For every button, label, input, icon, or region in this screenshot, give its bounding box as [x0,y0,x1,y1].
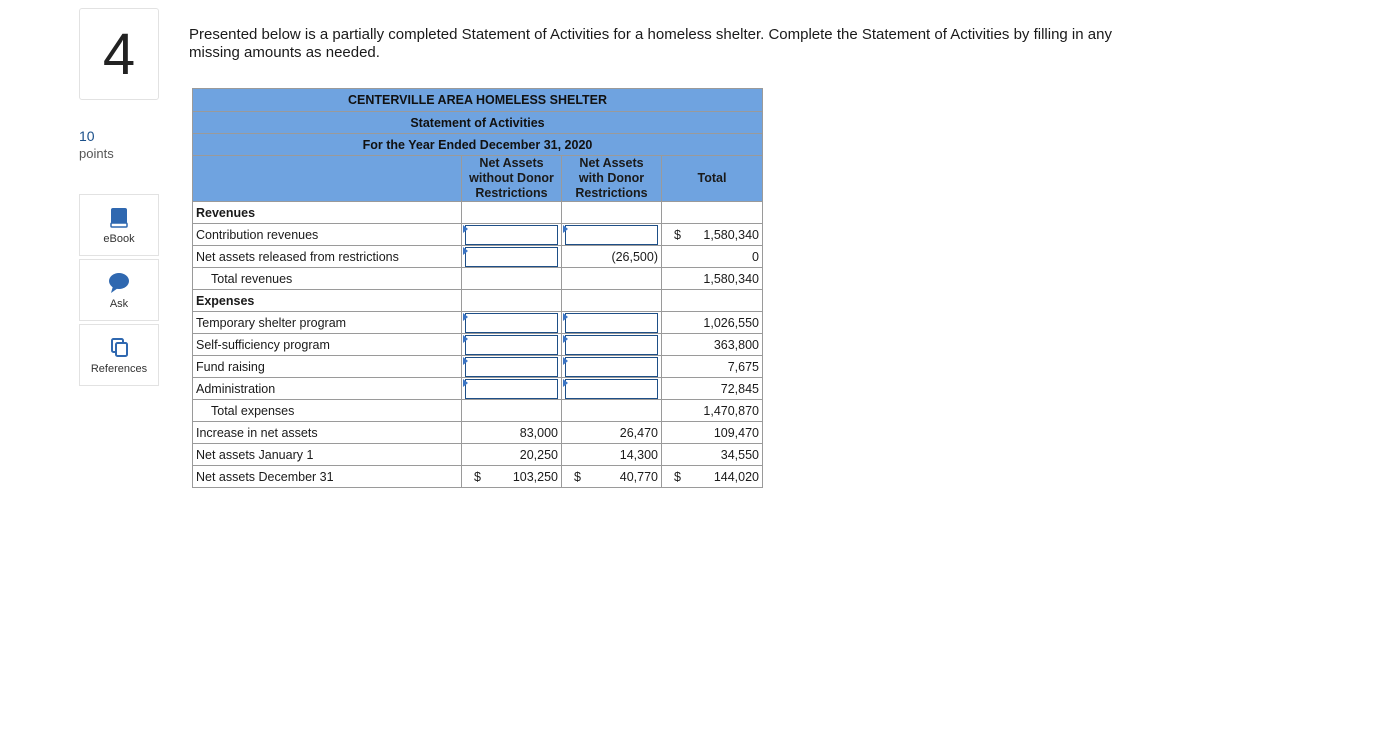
jan-with: 14,300 [562,444,662,466]
total-revenues-total: 1,580,340 [662,268,763,290]
fund-without-input[interactable] [465,357,558,377]
table-row [193,334,763,356]
admin-with-input[interactable] [565,379,658,399]
statement-period: For the Year Ended December 31, 2020 [193,134,763,156]
temp-with-input[interactable] [565,313,658,333]
table-row [193,444,763,466]
released-without-input[interactable] [465,247,558,267]
increase-with: 26,470 [562,422,662,444]
table-row [193,422,763,444]
row-label: Total revenues [193,268,462,290]
row-label: Fund raising [193,356,462,378]
table-row [193,378,763,400]
row-label: Self-sufficiency program [193,334,462,356]
statement-title: Statement of Activities [193,112,763,134]
dec-with: $ 40,770 [562,466,662,488]
admin-without-input[interactable] [465,379,558,399]
table-row [193,312,763,334]
fund-with-input[interactable] [565,357,658,377]
increase-without: 83,000 [462,422,562,444]
temp-without-input[interactable] [465,313,558,333]
ask-button[interactable] [79,259,159,321]
col-header-total: Total [662,156,763,202]
col-header-with: Net Assets with Donor Restrictions [562,156,662,202]
table-row [193,224,763,246]
increase-total: 109,470 [662,422,763,444]
question-prompt: Presented below is a partially completed Statement of Activities for a homeless shelter. Complete the Statement of Activities by filling in any missing amounts as needed. [189,26,1112,61]
row-label: Net assets released from restrictions [193,246,462,268]
row-label: Net assets December 31 [193,466,462,488]
row-label: Net assets January 1 [193,444,462,466]
self-with-input[interactable] [565,335,658,355]
self-total: 363,800 [662,334,763,356]
revenues-heading: Revenues [193,202,462,224]
fund-total: 7,675 [662,356,763,378]
row-label: Temporary shelter program [193,312,462,334]
points-value: 10 [79,128,95,144]
temp-total: 1,026,550 [662,312,763,334]
chat-bubble-icon [108,272,130,294]
jan-without: 20,250 [462,444,562,466]
admin-total: 72,845 [662,378,763,400]
released-total: 0 [662,246,763,268]
ask-label: Ask [109,298,129,310]
table-row [193,246,763,268]
table-row [193,290,763,312]
book-icon [109,207,129,229]
points-block [79,128,114,162]
points-label: points [79,146,114,161]
contribution-total: $ 1,580,340 [662,224,763,246]
table-row [193,466,763,488]
ebook-button[interactable] [79,194,159,256]
table-row [193,400,763,422]
expenses-heading: Expenses [193,290,462,312]
ebook-label: eBook [103,233,135,245]
question-number: 4 [79,8,159,100]
jan-total: 34,550 [662,444,763,466]
total-expenses-total: 1,470,870 [662,400,763,422]
contribution-without-input[interactable] [465,225,558,245]
released-with: (26,500) [562,246,662,268]
col-header-without: Net Assets without Donor Restrictions [462,156,562,202]
contribution-with-input[interactable] [565,225,658,245]
dec-without: $ 103,250 [462,466,562,488]
row-label: Increase in net assets [193,422,462,444]
table-row [193,202,763,224]
statement-of-activities-table [192,88,763,488]
blank-header-cell [193,156,462,202]
row-label: Contribution revenues [193,224,462,246]
row-label: Administration [193,378,462,400]
dec-total: $ 144,020 [662,466,763,488]
copy-pages-icon [109,337,129,359]
references-button[interactable] [79,324,159,386]
references-label: References [90,363,148,375]
table-row [193,268,763,290]
table-row [193,356,763,378]
statement-org: CENTERVILLE AREA HOMELESS SHELTER [193,89,763,112]
self-without-input[interactable] [465,335,558,355]
row-label: Total expenses [193,400,462,422]
